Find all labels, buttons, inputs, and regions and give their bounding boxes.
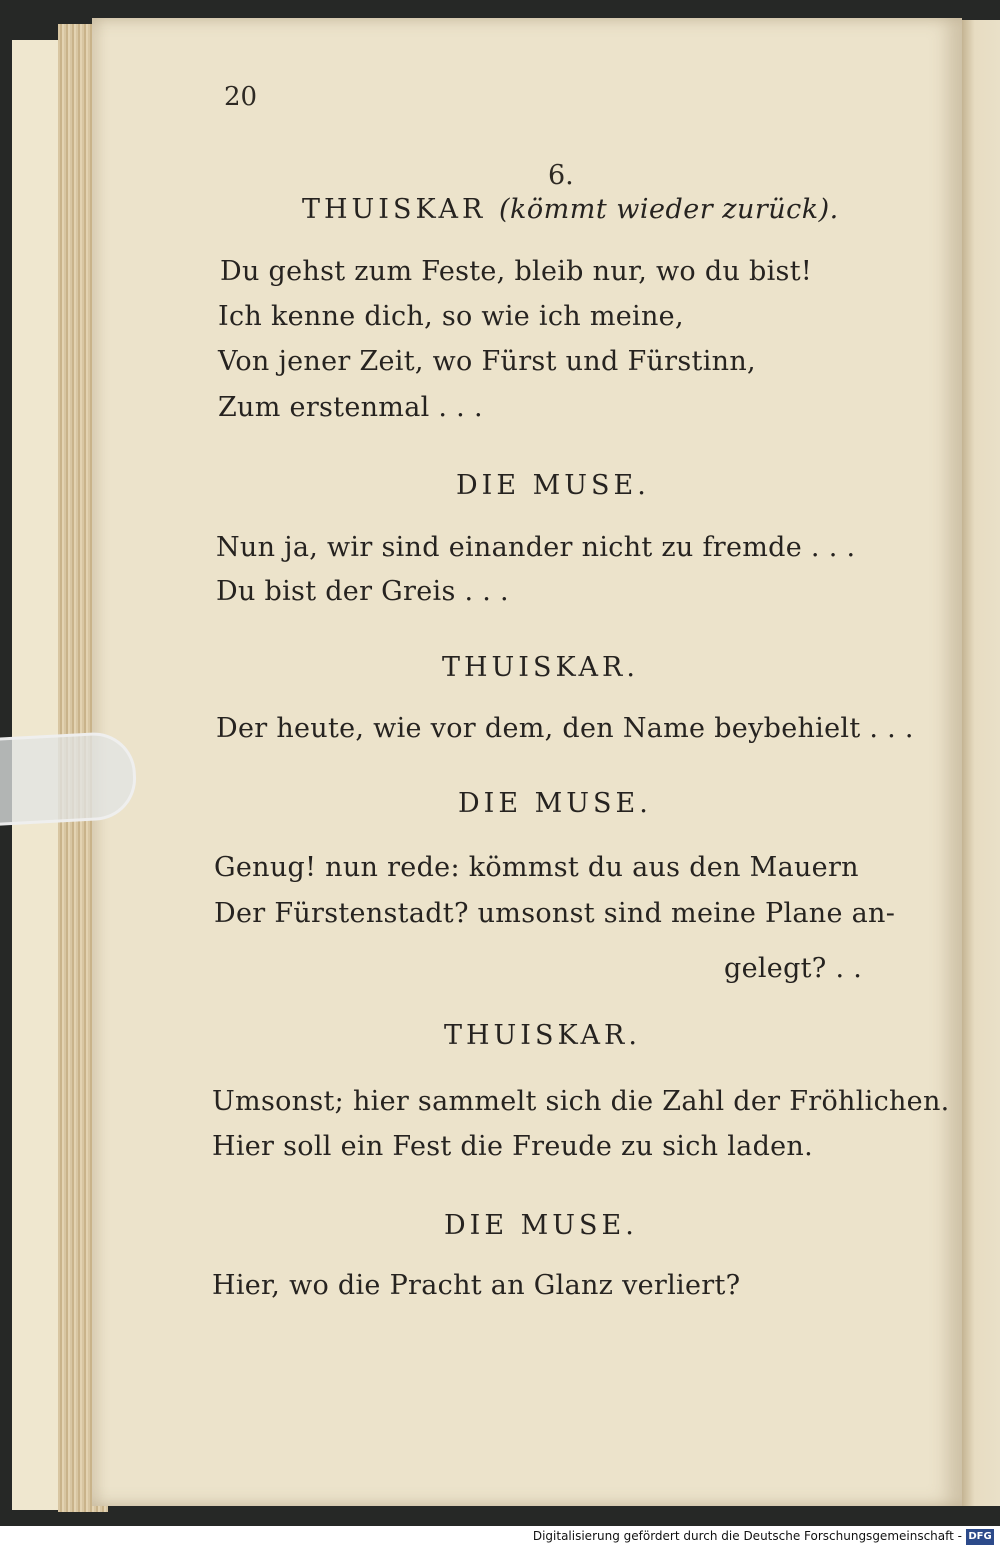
speaker-heading xyxy=(302,194,839,225)
page-number: 20 xyxy=(224,82,258,112)
funding-notice: Digitalisierung gefördert durch die Deutsche Forschungsgemeinschaft - xyxy=(532,1529,962,1543)
speaker-heading: DIE MUSE. xyxy=(458,788,652,819)
speaker-heading: DIE MUSE. xyxy=(456,470,650,501)
page-clip xyxy=(0,730,138,827)
verse-line: Du bist der Greis . . . xyxy=(216,576,509,607)
verse-line: Der heute, wie vor dem, den Name beybehielt . . . xyxy=(216,713,914,744)
stage-direction: (kömmt wieder zurück). xyxy=(498,194,839,225)
verse-line: Der Fürstenstadt? umsonst sind meine Plane an- xyxy=(214,898,896,929)
scene-number: 6. xyxy=(548,160,574,191)
verse-line: gelegt? . . xyxy=(724,953,863,984)
speaker-name: THUISKAR xyxy=(302,194,487,225)
verse-line: Nun ja, wir sind einander nicht zu fremde . . . xyxy=(216,532,856,563)
speaker-heading: THUISKAR. xyxy=(442,652,639,683)
facing-page-edge xyxy=(958,20,1000,1506)
verse-line: Zum erstenmal . . . xyxy=(218,392,483,423)
verse-line: Hier, wo die Pracht an Glanz verliert? xyxy=(212,1270,741,1301)
footer-bar xyxy=(0,1526,1000,1549)
dfg-logo: DFG xyxy=(966,1529,994,1545)
verse-line: Genug! nun rede: kömmst du aus den Mauern xyxy=(214,852,859,883)
verse-line: Umsonst; hier sammelt sich die Zahl der Fröhlichen. xyxy=(212,1086,950,1117)
verse-line: Ich kenne dich, so wie ich meine, xyxy=(218,301,684,332)
speaker-heading: THUISKAR. xyxy=(444,1020,641,1051)
verse-line: Von jener Zeit, wo Fürst und Fürstinn, xyxy=(218,346,756,377)
speaker-heading: DIE MUSE. xyxy=(444,1210,638,1241)
verse-line: Du gehst zum Feste, bleib nur, wo du bist! xyxy=(220,256,813,287)
verse-line: Hier soll ein Fest die Freude zu sich laden. xyxy=(212,1131,814,1162)
